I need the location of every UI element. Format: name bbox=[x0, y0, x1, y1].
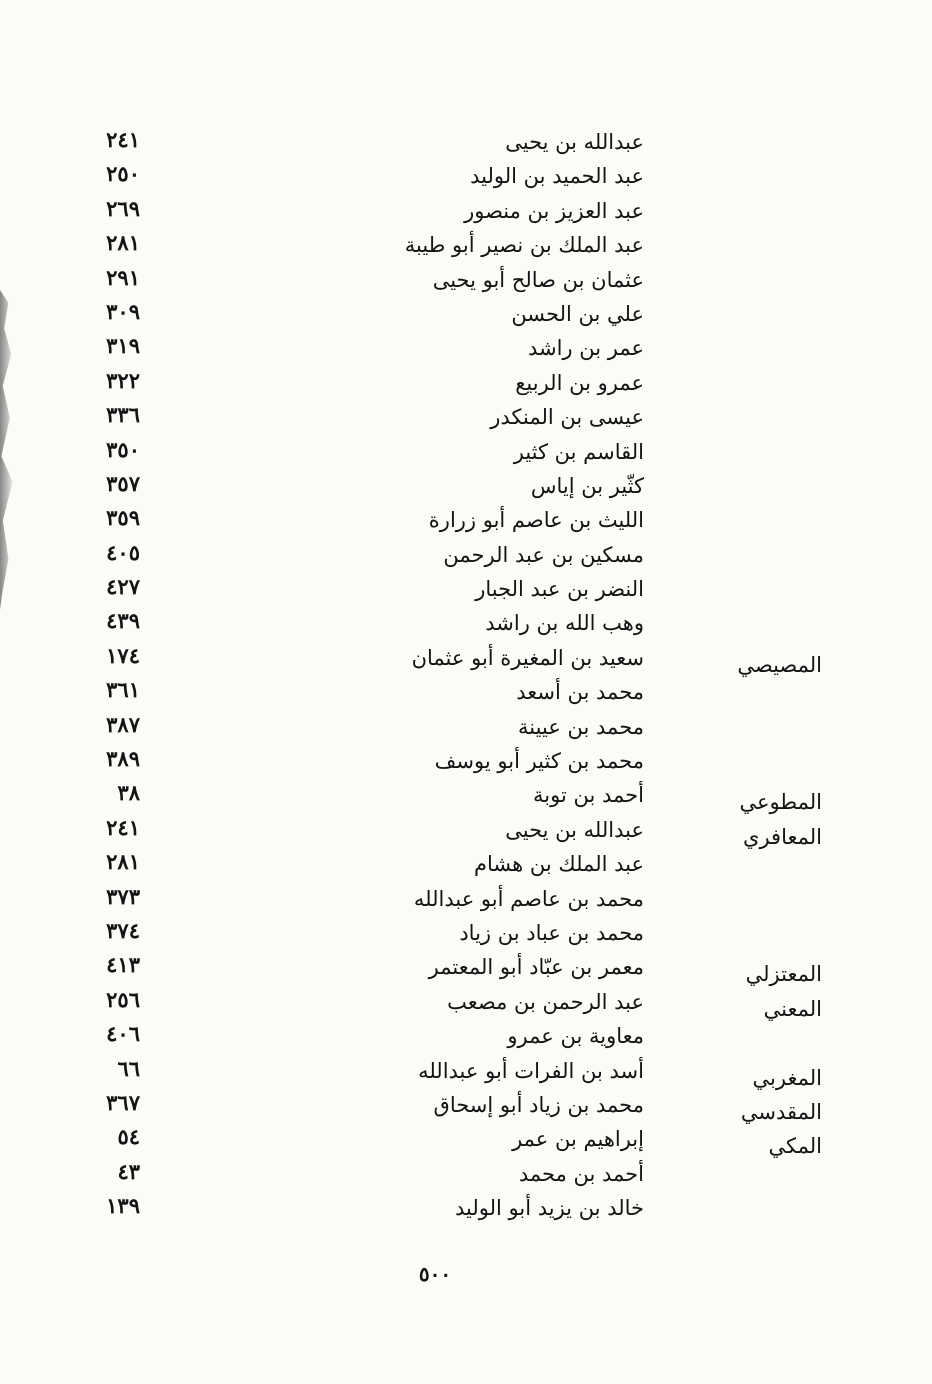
entry-name: عبد الحميد بن الوليد bbox=[470, 164, 644, 189]
entry-name: كثّير بن إياس bbox=[530, 473, 644, 498]
entry-name: إبراهيم بن عمر bbox=[512, 1127, 644, 1152]
entry-name: القاسم بن كثير bbox=[513, 439, 644, 464]
entry-page: ٢٤١ bbox=[106, 814, 140, 840]
entry-page: ٣٨٩ bbox=[106, 746, 140, 772]
index-entry bbox=[0, 367, 932, 401]
entry-page: ٣٨٧ bbox=[106, 711, 140, 737]
nisba-label: المعني bbox=[763, 996, 822, 1021]
index-entry bbox=[0, 332, 932, 366]
entry-page: ٣٦١ bbox=[106, 677, 140, 703]
index-entry bbox=[0, 1055, 932, 1089]
entry-page: ٢٥٠ bbox=[106, 161, 140, 187]
entry-page: ٣٢٢ bbox=[106, 367, 140, 393]
entry-page: ١٧٤ bbox=[106, 642, 140, 668]
index-entry bbox=[0, 401, 932, 435]
nisba-label: المعافري bbox=[743, 824, 822, 849]
entry-name: عثمان بن صالح أبو يحيى bbox=[432, 267, 644, 292]
entry-page: ٤٠٥ bbox=[106, 539, 140, 565]
index-entry bbox=[0, 436, 932, 470]
index-entry bbox=[0, 676, 932, 710]
index-entry bbox=[0, 195, 932, 229]
index-entry bbox=[0, 951, 932, 985]
nisba-label: المطوعي bbox=[739, 790, 822, 815]
entry-page: ٢٤١ bbox=[106, 127, 140, 152]
entry-page: ٥٤ bbox=[117, 1124, 140, 1150]
index-entry bbox=[0, 986, 932, 1020]
entry-name: الليث بن عاصم أبو زرارة bbox=[428, 508, 644, 533]
index-entry bbox=[0, 848, 932, 882]
entry-page: ٣٧٤ bbox=[106, 917, 140, 943]
index-entry bbox=[0, 607, 932, 641]
entry-name: محمد بن عاصم أبو عبدالله bbox=[413, 886, 644, 911]
entry-name: محمد بن عباد بن زياد bbox=[459, 920, 644, 945]
entry-page: ٣١٩ bbox=[106, 333, 140, 359]
entry-name: أسد بن الفرات أبو عبدالله bbox=[418, 1058, 644, 1083]
entry-name: عبد العزيز بن منصور bbox=[464, 198, 644, 223]
index-entry bbox=[0, 1089, 932, 1123]
entry-name: محمد بن أسعد bbox=[516, 680, 644, 705]
entry-page: ٣٨ bbox=[117, 780, 140, 806]
entry-page: ٣٥٩ bbox=[106, 505, 140, 531]
entry-page: ٣٠٩ bbox=[106, 298, 140, 324]
entry-page: ٢٨١ bbox=[106, 230, 140, 256]
entry-page: ٢٩١ bbox=[106, 264, 140, 290]
index-entry bbox=[0, 298, 932, 332]
index-entry bbox=[0, 573, 932, 607]
index-entry bbox=[0, 1158, 932, 1192]
entry-page: ٤٠٦ bbox=[106, 1021, 140, 1047]
index-entry bbox=[0, 745, 932, 779]
entry-name: محمد بن عيينة bbox=[518, 714, 644, 739]
entry-name: محمد بن كثير أبو يوسف bbox=[434, 749, 644, 774]
entry-page: ٣٧٣ bbox=[106, 883, 140, 909]
index-list bbox=[0, 126, 932, 1227]
entry-name: محمد بن زياد أبو إسحاق bbox=[433, 1092, 644, 1117]
index-entry bbox=[0, 779, 932, 813]
entry-name: خالد بن يزيد أبو الوليد bbox=[455, 1196, 644, 1221]
entry-name: عبد الملك بن هشام bbox=[474, 852, 644, 877]
entry-page: ٣٦٧ bbox=[106, 1089, 140, 1115]
entry-page: ١٣٩ bbox=[106, 1193, 140, 1219]
index-entry bbox=[0, 1123, 932, 1157]
entry-name: أحمد بن توبة bbox=[533, 783, 644, 808]
index-entry bbox=[0, 1020, 932, 1054]
nisba-label: المعتزلي bbox=[745, 962, 822, 987]
index-entry bbox=[0, 814, 932, 848]
index-entry bbox=[0, 504, 932, 538]
entry-page: ٦٦ bbox=[117, 1055, 140, 1081]
entry-page: ٤٣٩ bbox=[106, 608, 140, 634]
entry-page: ٢٥٦ bbox=[106, 986, 140, 1012]
entry-name: مسكين بن عبد الرحمن bbox=[443, 542, 644, 567]
entry-name: النضر بن عبد الجبار bbox=[475, 577, 644, 602]
entry-name: معاوية بن عمرو bbox=[507, 1024, 644, 1049]
entry-name: عيسى بن المنكدر bbox=[490, 405, 644, 430]
entry-name: عمر بن راشد bbox=[527, 336, 644, 361]
index-entry bbox=[0, 1192, 932, 1226]
entry-name: عبد الرحمن بن مصعب bbox=[447, 989, 644, 1014]
index-entry bbox=[0, 264, 932, 298]
entry-page: ٤١٣ bbox=[106, 952, 140, 978]
entry-name: عمرو بن الربيع bbox=[515, 370, 644, 395]
entry-page: ٢٦٩ bbox=[106, 195, 140, 221]
index-entry bbox=[0, 126, 932, 160]
nisba-label: المكي bbox=[768, 1134, 822, 1159]
entry-page: ٣٥٧ bbox=[106, 470, 140, 496]
entry-page: ٣٣٦ bbox=[106, 402, 140, 428]
entry-name: معمر بن عبّاد أبو المعتمر bbox=[428, 955, 644, 980]
entry-page: ٣٥٠ bbox=[106, 436, 140, 462]
entry-name: وهب الله بن راشد bbox=[485, 611, 644, 636]
entry-name: علي بن الحسن bbox=[511, 301, 644, 326]
nisba-label: المصيصي bbox=[737, 652, 822, 677]
entry-page: ٤٢٧ bbox=[106, 574, 140, 600]
nisba-label: المقدسي bbox=[740, 1099, 822, 1124]
index-entry bbox=[0, 229, 932, 263]
index-entry bbox=[0, 711, 932, 745]
entry-name: عبدالله بن يحيى bbox=[505, 130, 644, 154]
page-number: ٥٠٠ bbox=[418, 1262, 452, 1286]
index-entry bbox=[0, 470, 932, 504]
nisba-label: المغربي bbox=[752, 1065, 822, 1090]
entry-page: ٤٣ bbox=[117, 1158, 140, 1184]
index-entry bbox=[0, 539, 932, 573]
entry-name: عبدالله بن يحيى bbox=[505, 817, 644, 842]
entry-page: ٢٨١ bbox=[106, 849, 140, 875]
index-entry bbox=[0, 642, 932, 676]
entry-name: سعيد بن المغيرة أبو عثمان bbox=[411, 645, 644, 670]
index-entry bbox=[0, 160, 932, 194]
entry-name: عبد الملك بن نصير أبو طيبة bbox=[404, 233, 644, 258]
entry-name: أحمد بن محمد bbox=[518, 1161, 644, 1186]
index-entry bbox=[0, 917, 932, 951]
index-entry bbox=[0, 883, 932, 917]
